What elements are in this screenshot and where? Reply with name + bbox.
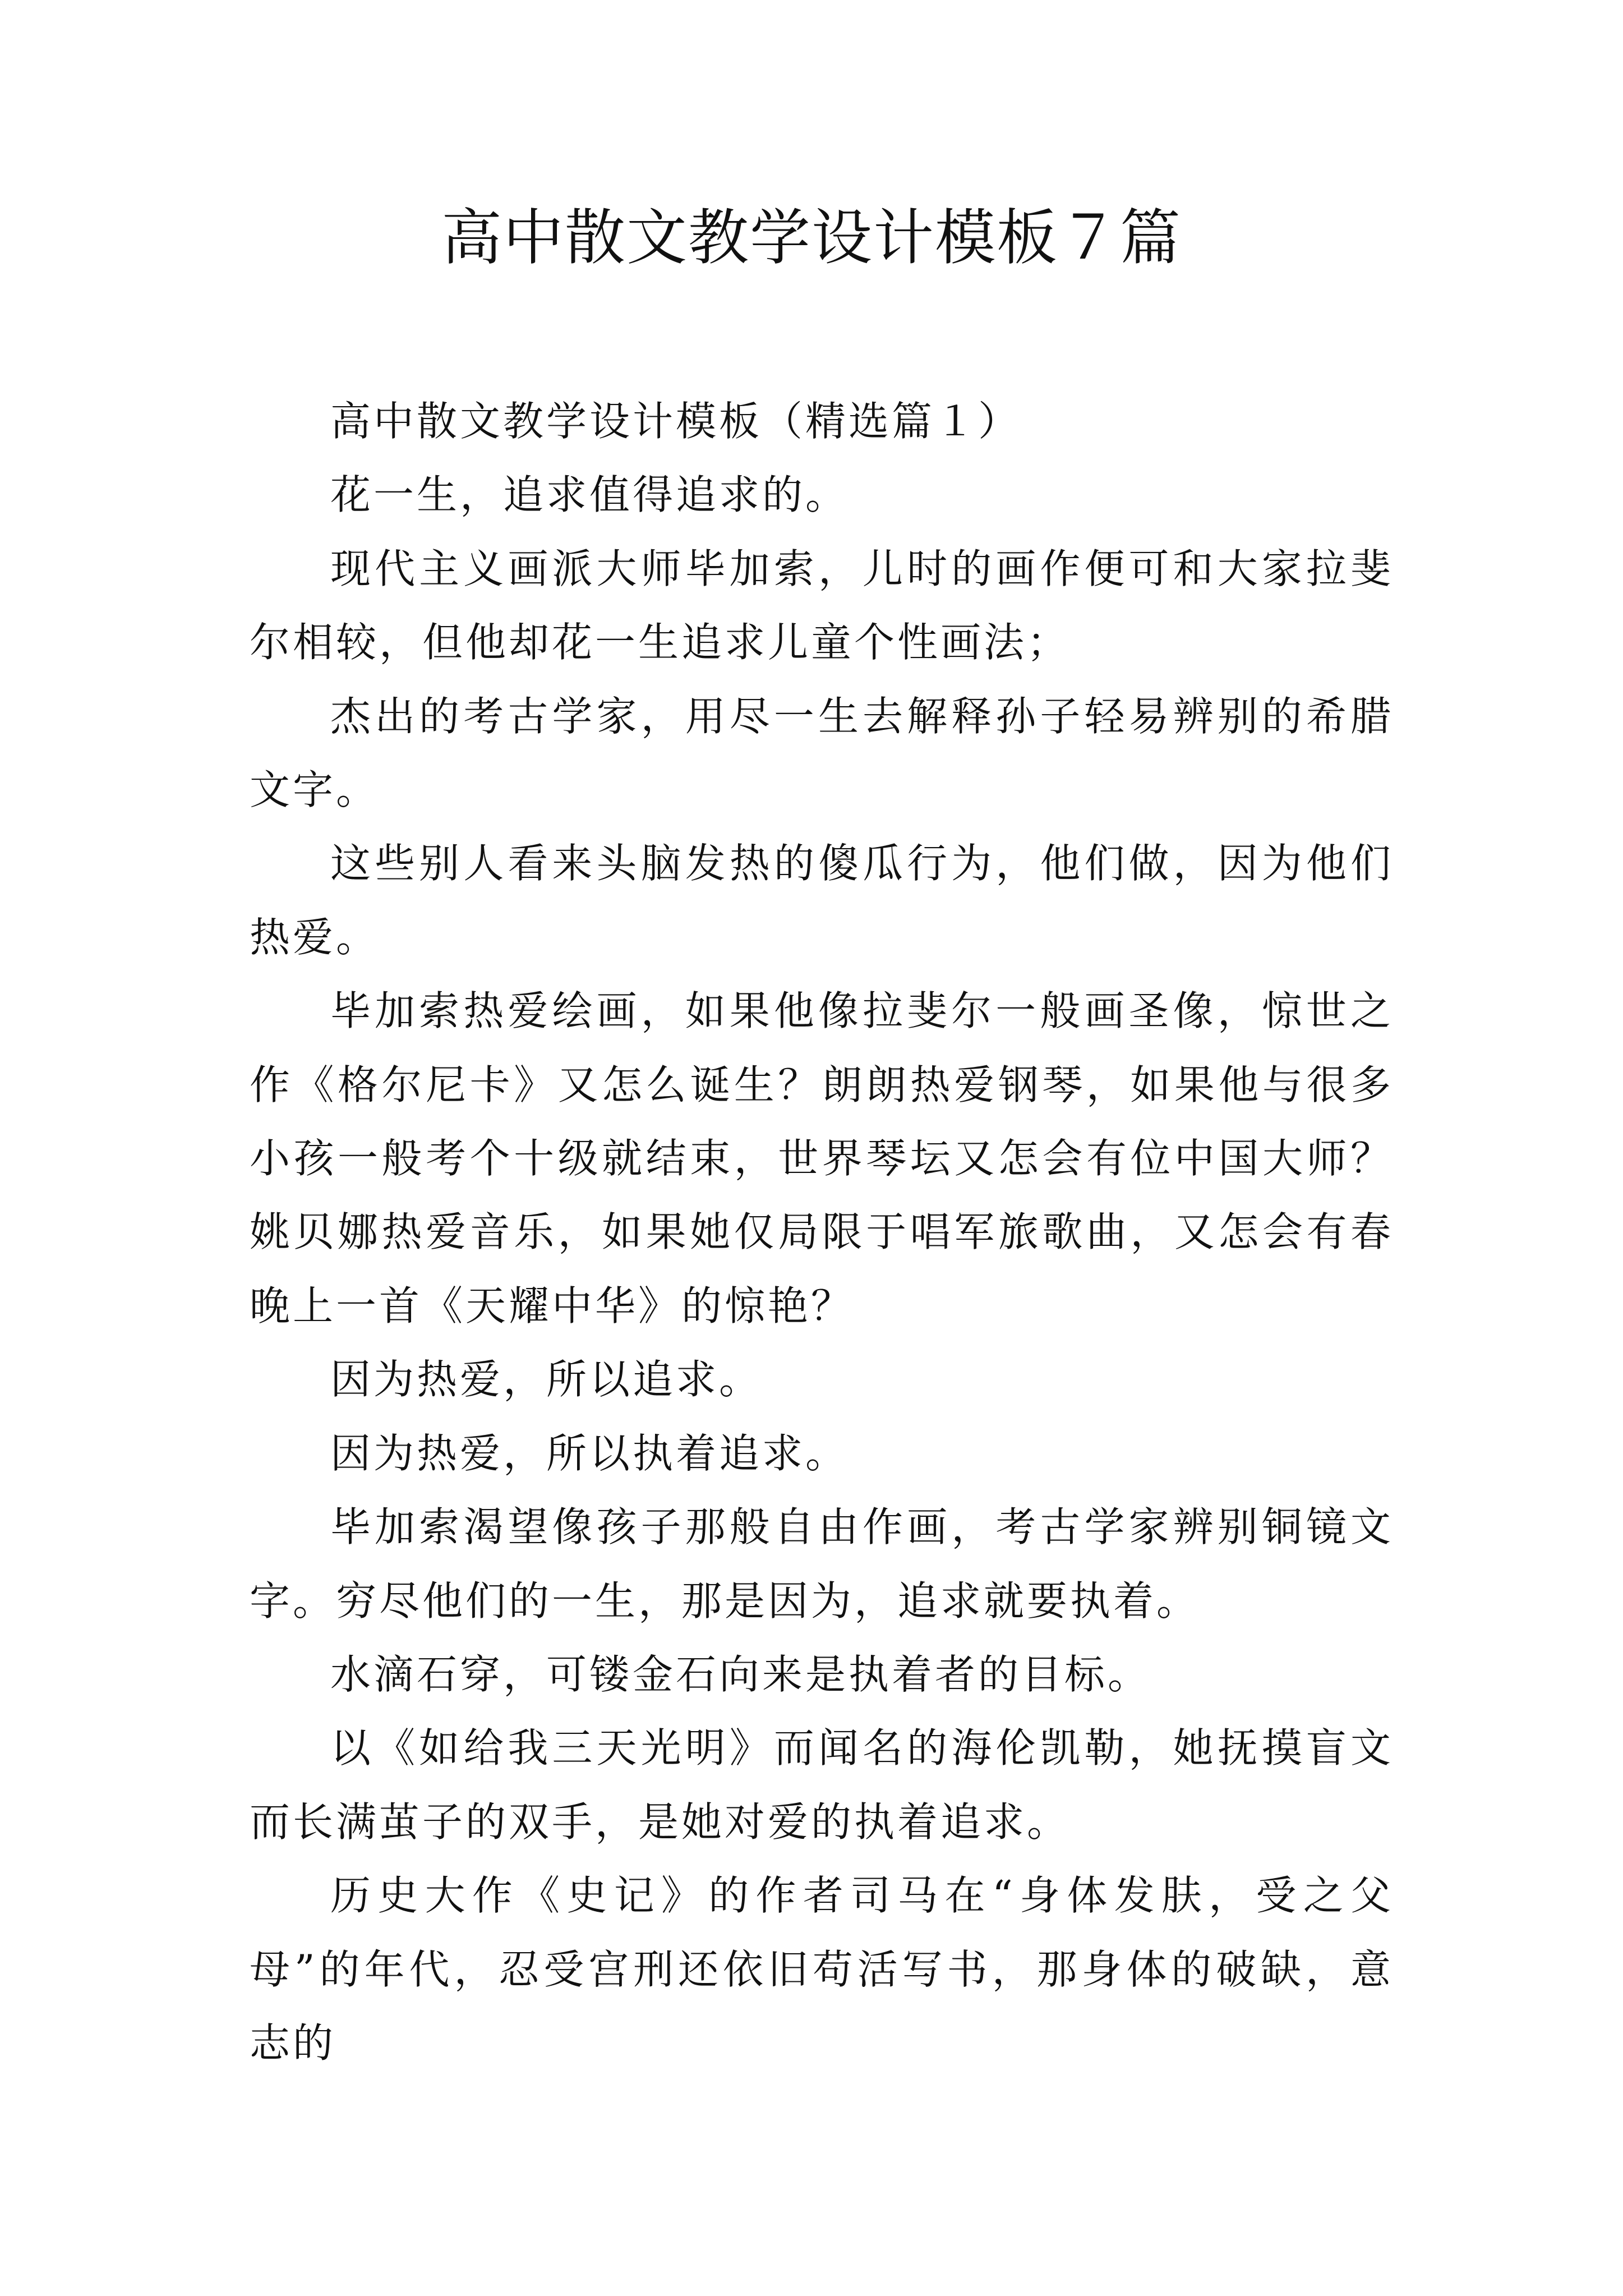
- paragraph-section-heading: 高中散文教学设计模板（精选篇１）: [330, 398, 1022, 445]
- paragraph: 因为热爱，所以追求。: [330, 1356, 763, 1404]
- paragraph: 水滴石穿，可镂金石向来是执着者的目标。: [330, 1650, 1151, 1698]
- paragraph: 杰出的考古学家，用尽一生去解释孙子轻易辨别的希腊文字。: [250, 692, 1394, 814]
- paragraph: 花一生，追求值得追求的。: [330, 471, 849, 519]
- paragraph: 这些别人看来头脑发热的傻瓜行为，他们做，因为他们热爱。: [250, 840, 1394, 961]
- document-title: 高中散文教学设计模板７篇: [441, 203, 1182, 273]
- document-body: [250, 385, 1394, 2080]
- paragraph: 毕加索热爱绘画，如果他像拉斐尔一般画圣像，惊世之作《格尔尼卡》又怎么诞生？朗朗热爱钢琴，如果他与很多小孩一般考个十级就结束，世界琴坛又怎会有位中国大师？姚贝娜热爱音乐，如果她仅局限于唱军旅歌曲，又怎会有春晚上一首《天耀中华》的惊艳？: [250, 987, 1394, 1329]
- paragraph: 因为热爱，所以执着追求。: [330, 1429, 849, 1477]
- paragraph: 现代主义画派大师毕加索，儿时的画作便可和大家拉斐尔相较，但他却花一生追求儿童个性画法；: [250, 545, 1394, 666]
- paragraph: 以《如给我三天光明》而闻名的海伦凯勒，她抚摸盲文而长满茧子的双手，是她对爱的执着追求。: [250, 1724, 1394, 1846]
- paragraph: 毕加索渴望像孩子那般自由作画，考古学家辨别铜镜文字。穷尽他们的一生，那是因为，追求就要执着。: [250, 1503, 1394, 1625]
- paragraph: 历史大作《史记》的作者司马在“身体发肤，受之父母”的年代，忍受宫刑还依旧苟活写书，那身体的破缺，意志的: [250, 1872, 1394, 2067]
